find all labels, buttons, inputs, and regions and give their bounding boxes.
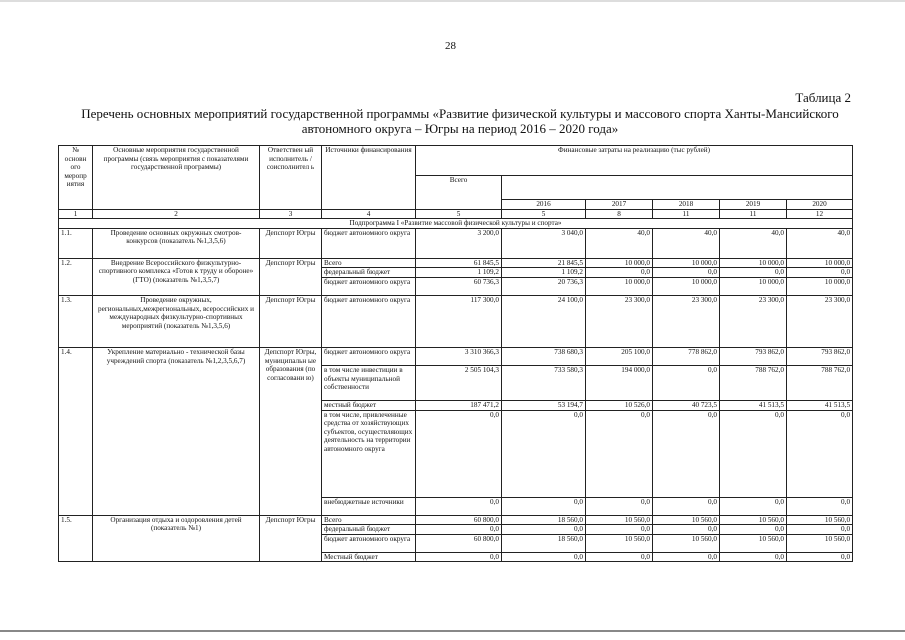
row-2017: 10 000,0 <box>586 258 653 268</box>
row-2020: 10 560,0 <box>787 515 853 525</box>
row-2020: 0,0 <box>787 268 853 278</box>
table-row <box>59 515 853 525</box>
row-2017: 0,0 <box>586 552 653 562</box>
row-total: 0,0 <box>416 525 502 535</box>
column-number: 11 <box>653 209 720 219</box>
row-2016: 3 040,0 <box>502 228 586 258</box>
row-source: федеральный бюджет <box>322 268 416 278</box>
row-2016: 24 100,0 <box>502 295 586 347</box>
row-2018: 10 000,0 <box>653 277 720 295</box>
row-2018: 10 000,0 <box>653 258 720 268</box>
row-2018: 0,0 <box>653 525 720 535</box>
row-2017: 0,0 <box>586 525 653 535</box>
row-2016: 0,0 <box>502 497 586 515</box>
row-total: 60 800,0 <box>416 515 502 525</box>
row-2020: 0,0 <box>787 525 853 535</box>
row-2018: 0,0 <box>653 365 720 400</box>
row-2018: 778 862,0 <box>653 347 720 365</box>
column-number: 5 <box>502 209 586 219</box>
table-row <box>59 295 853 347</box>
header-years-spacer <box>502 176 853 200</box>
scan-edge-bottom <box>0 630 905 632</box>
page-number: 28 <box>445 40 456 52</box>
row-source: местный бюджет <box>322 400 416 410</box>
row-2020: 10 000,0 <box>787 258 853 268</box>
row-total: 3 310 366,3 <box>416 347 502 365</box>
row-2017: 10 526,0 <box>586 400 653 410</box>
table-label: Таблица 2 <box>795 90 851 105</box>
row-num: 1.2. <box>59 258 93 295</box>
row-2016: 1 109,2 <box>502 268 586 278</box>
row-2020: 793 862,0 <box>787 347 853 365</box>
row-activity: Проведение окружных, региональных,межрегиональных, всероссийских и международных физкультурно-спортивных мероприятий (показатель №1,3,5,6) <box>93 295 260 347</box>
header-year-2016: 2016 <box>502 200 586 210</box>
row-2016: 0,0 <box>502 410 586 497</box>
row-2016: 18 560,0 <box>502 515 586 525</box>
row-2019: 0,0 <box>720 410 787 497</box>
row-2019: 0,0 <box>720 497 787 515</box>
table-row <box>59 228 853 258</box>
row-2017: 10 560,0 <box>586 534 653 552</box>
row-2016: 20 736,3 <box>502 277 586 295</box>
row-2016: 0,0 <box>502 552 586 562</box>
row-2017: 0,0 <box>586 497 653 515</box>
row-source: бюджет автономного округа <box>322 295 416 347</box>
row-num: 1.5. <box>59 515 93 562</box>
row-2017: 0,0 <box>586 268 653 278</box>
row-2017: 23 300,0 <box>586 295 653 347</box>
column-number: 11 <box>720 209 787 219</box>
row-activity: Укрепление материально - технической базы учреждений спорта (показатель №1,2,3,5,6,7) <box>93 347 260 515</box>
row-2018: 0,0 <box>653 552 720 562</box>
row-source: бюджет автономного округа <box>322 228 416 258</box>
subprogram-row <box>59 219 853 229</box>
row-total: 60 800,0 <box>416 534 502 552</box>
column-number: 8 <box>586 209 653 219</box>
header-total: Всего <box>416 176 502 210</box>
row-executor: Депспорт Югры <box>260 258 322 295</box>
document-title-line-1: Перечень основных мероприятий государственной программы «Развитие физической культуры и массового спорта Ханты-Мансийского <box>81 106 839 121</box>
row-executor: Депспорт Югры <box>260 515 322 562</box>
row-2016: 0,0 <box>502 525 586 535</box>
row-source: бюджет автономного округа <box>322 347 416 365</box>
row-2019: 0,0 <box>720 525 787 535</box>
column-number-row <box>59 209 853 219</box>
header-num: № основн ого меропр иятия <box>59 146 93 210</box>
row-2017: 10 560,0 <box>586 515 653 525</box>
row-2019: 10 560,0 <box>720 534 787 552</box>
header-year-2020: 2020 <box>787 200 853 210</box>
document-title-line-2: автономного округа – Югры на период 2016 – 2020 года» <box>301 121 619 136</box>
row-source: федеральный бюджет <box>322 525 416 535</box>
row-2020: 0,0 <box>787 552 853 562</box>
row-total: 2 505 104,3 <box>416 365 502 400</box>
row-2020: 0,0 <box>787 410 853 497</box>
row-2018: 40 723,5 <box>653 400 720 410</box>
row-source: внебюджетные источники <box>322 497 416 515</box>
header-sources: Источники финансирования <box>322 146 416 210</box>
row-total: 117 300,0 <box>416 295 502 347</box>
row-2019: 10 000,0 <box>720 277 787 295</box>
table-row <box>59 258 853 268</box>
scan-edge-top <box>0 0 905 2</box>
row-source: Всего <box>322 258 416 268</box>
row-total: 1 109,2 <box>416 268 502 278</box>
row-2019: 10 560,0 <box>720 515 787 525</box>
row-source: бюджет автономного округа <box>322 277 416 295</box>
row-2019: 41 513,5 <box>720 400 787 410</box>
row-num: 1.4. <box>59 347 93 515</box>
row-2020: 10 000,0 <box>787 277 853 295</box>
row-total: 3 200,0 <box>416 228 502 258</box>
header-year-2017: 2017 <box>586 200 653 210</box>
row-2020: 10 560,0 <box>787 534 853 552</box>
row-2017: 205 100,0 <box>586 347 653 365</box>
column-number: 4 <box>322 209 416 219</box>
column-number: 2 <box>93 209 260 219</box>
row-activity: Организация отдыха и оздоровления детей (показатель №1) <box>93 515 260 562</box>
row-total: 0,0 <box>416 410 502 497</box>
row-2018: 0,0 <box>653 410 720 497</box>
row-2020: 0,0 <box>787 497 853 515</box>
column-number: 3 <box>260 209 322 219</box>
row-2019: 23 300,0 <box>720 295 787 347</box>
row-2018: 10 560,0 <box>653 515 720 525</box>
row-2017: 40,0 <box>586 228 653 258</box>
row-executor: Депспорт Югры <box>260 295 322 347</box>
row-num: 1.3. <box>59 295 93 347</box>
header-activity: Основные мероприятия государственной программы (связь мероприятия с показателями государственной программы) <box>93 146 260 210</box>
row-2019: 0,0 <box>720 552 787 562</box>
subprogram-title: Подпрограмма I «Развитие массовой физической культуры и спорта» <box>59 219 853 229</box>
row-2018: 23 300,0 <box>653 295 720 347</box>
row-total: 0,0 <box>416 497 502 515</box>
row-2019: 10 000,0 <box>720 258 787 268</box>
row-2016: 53 194,7 <box>502 400 586 410</box>
row-total: 61 845,5 <box>416 258 502 268</box>
row-2016: 21 845,5 <box>502 258 586 268</box>
row-2017: 10 000,0 <box>586 277 653 295</box>
row-2019: 788 762,0 <box>720 365 787 400</box>
row-source: в том числе инвестиции в объекты муниципальной собственности <box>322 365 416 400</box>
header-executor: Ответствен ый исполнитель /соисполнител ь <box>260 146 322 210</box>
row-source: бюджет автономного округа <box>322 534 416 552</box>
row-source: Местный бюджет <box>322 552 416 562</box>
row-activity: Проведение основных окружных смотров-конкурсов (показатель №1,3,5,6) <box>93 228 260 258</box>
column-number: 5 <box>416 209 502 219</box>
row-num: 1.1. <box>59 228 93 258</box>
row-source: в том числе, привлеченные средства от хозяйствующих субъектов, осуществляющих деятельность на территории автономного округа <box>322 410 416 497</box>
row-2018: 10 560,0 <box>653 534 720 552</box>
row-2017: 0,0 <box>586 410 653 497</box>
column-number: 1 <box>59 209 93 219</box>
row-2019: 40,0 <box>720 228 787 258</box>
row-activity: Внедрение Всероссийского физкультурно-спортивного комплекса «Готов к труду и обороне» (ГТО) (показатель №1,3,5,7) <box>93 258 260 295</box>
row-total: 0,0 <box>416 552 502 562</box>
row-2019: 0,0 <box>720 268 787 278</box>
row-executor: Депспорт Югры <box>260 228 322 258</box>
row-2017: 194 000,0 <box>586 365 653 400</box>
row-executor: Депспорт Югры, муниципальн ые образования (по согласовани ю) <box>260 347 322 515</box>
header-financing: Финансовые затраты на реализацию (тыс рублей) <box>416 146 853 176</box>
row-2020: 23 300,0 <box>787 295 853 347</box>
document-title <box>60 106 860 136</box>
header-year-2019: 2019 <box>720 200 787 210</box>
row-total: 60 736,3 <box>416 277 502 295</box>
row-2016: 733 580,3 <box>502 365 586 400</box>
row-2018: 40,0 <box>653 228 720 258</box>
row-2019: 793 862,0 <box>720 347 787 365</box>
row-total: 187 471,2 <box>416 400 502 410</box>
column-number: 12 <box>787 209 853 219</box>
row-2018: 0,0 <box>653 497 720 515</box>
header-year-2018: 2018 <box>653 200 720 210</box>
row-2018: 0,0 <box>653 268 720 278</box>
header-row <box>59 146 853 176</box>
row-2016: 738 680,3 <box>502 347 586 365</box>
row-2020: 41 513,5 <box>787 400 853 410</box>
row-2020: 40,0 <box>787 228 853 258</box>
measures-table <box>58 145 853 562</box>
row-2016: 18 560,0 <box>502 534 586 552</box>
row-source: Всего <box>322 515 416 525</box>
row-2020: 788 762,0 <box>787 365 853 400</box>
table-row <box>59 347 853 365</box>
